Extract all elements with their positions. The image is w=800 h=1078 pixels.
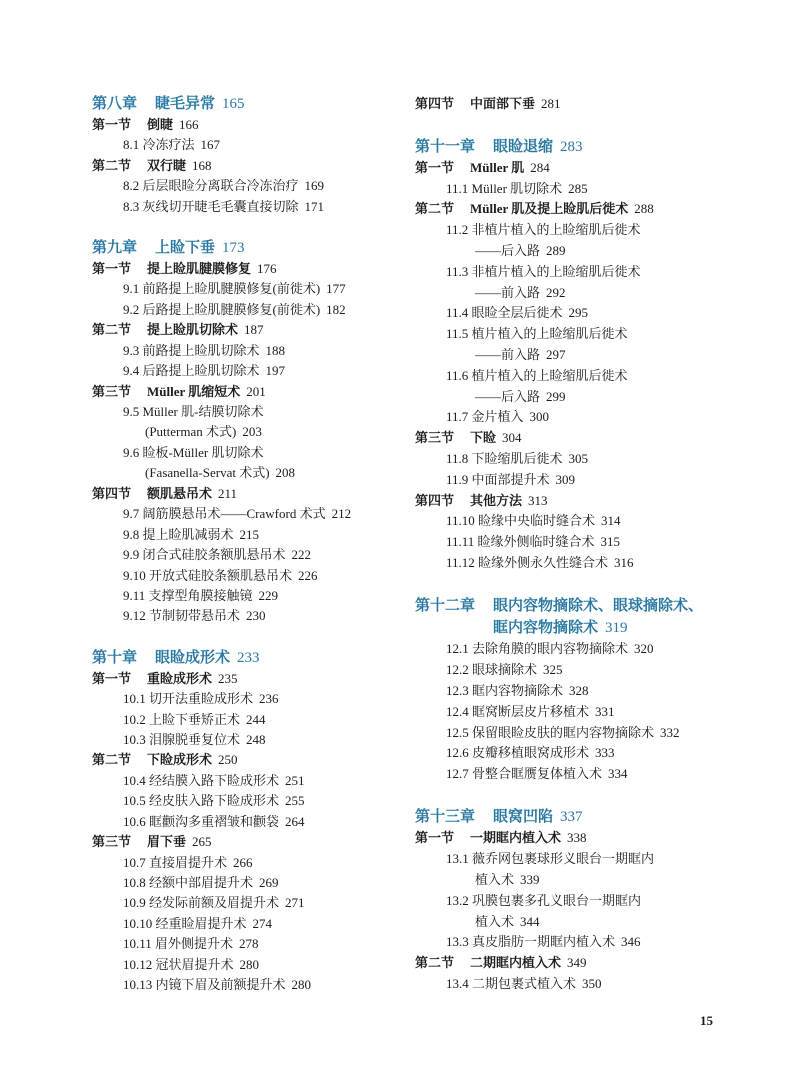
- entry-title: 9.1 前路提上睑肌腱膜修复(前徙术): [123, 281, 321, 297]
- section-number: 第二节: [415, 955, 455, 971]
- section-title: 倒睫: [147, 117, 174, 132]
- page-ref: 266: [233, 854, 253, 870]
- toc-entry-continuation: [415, 283, 785, 304]
- section-title: 眉下垂: [147, 834, 187, 850]
- toc-entry: [92, 545, 392, 565]
- toc-entry: [92, 893, 392, 913]
- chapter-title: 睫毛异常: [155, 96, 216, 112]
- toc-entry: [92, 176, 392, 196]
- page-ref: 285: [568, 180, 588, 196]
- entry-title: 9.3 前路提上睑肌切除术: [123, 342, 260, 358]
- chapter-title: 眼睑退缩: [493, 138, 554, 155]
- chapter-title: 眼内容物摘除术、眼球摘除术、: [493, 598, 704, 615]
- section-number: 第四节: [415, 95, 455, 111]
- section-number: 第四节: [92, 485, 132, 501]
- toc-entry: [415, 764, 785, 785]
- section-number: 第三节: [92, 383, 132, 399]
- page-ref: 334: [608, 766, 628, 782]
- section-heading: [92, 484, 392, 504]
- page-ref: 271: [285, 895, 305, 911]
- section-heading: [415, 94, 785, 115]
- toc-entry-continuation: [415, 870, 785, 891]
- toc-entry: [92, 586, 392, 606]
- chapter-title: 眶内容物摘除术: [493, 620, 599, 637]
- entry-title: 13.1 薇乔网包裹球形义眼台一期眶内: [446, 851, 655, 867]
- toc-entry: [415, 366, 785, 387]
- entry-title: 12.7 骨整合眶赝复体植入术: [446, 766, 603, 782]
- page-ref: 283: [560, 138, 583, 155]
- chapter-heading: [92, 237, 392, 259]
- page-ref: 222: [291, 547, 312, 563]
- entry-title: 11.2 非植片植入的上睑缩肌后徙术: [446, 222, 641, 238]
- toc-entry-continuation: [92, 463, 392, 483]
- toc-entry: [92, 504, 392, 524]
- page-ref: 226: [298, 567, 318, 583]
- page-ref: 292: [546, 284, 566, 300]
- entry-title: ——后入路: [475, 243, 541, 259]
- toc-entry: [415, 639, 785, 660]
- section-heading: [92, 669, 392, 689]
- page-ref: 320: [634, 641, 654, 657]
- section-heading: [92, 115, 392, 135]
- toc-entry: [92, 341, 392, 361]
- page-ref: 349: [567, 955, 587, 971]
- entry-title: 植入术: [475, 913, 515, 929]
- section-title: 中面部下垂: [470, 95, 536, 111]
- toc-entry: [415, 324, 785, 345]
- section-title: 其他方法: [470, 492, 523, 508]
- entry-title: 10.13 内镜下眉及前额提升术: [123, 977, 286, 993]
- entry-title: 10.4 经结膜入路下睑成形术: [123, 772, 280, 788]
- chapter-title: 上睑下垂: [155, 239, 216, 256]
- section-heading: [415, 828, 785, 849]
- entry-title: 9.5 Müller 肌-结膜切除术: [123, 404, 264, 420]
- toc-entry: [92, 791, 392, 811]
- page-ref: 315: [600, 534, 621, 550]
- section-title: 额肌悬吊术: [147, 485, 213, 501]
- section-heading: [415, 199, 785, 220]
- page-ref: 197: [265, 363, 286, 379]
- toc-entry: [415, 262, 785, 283]
- section-number: 第三节: [415, 430, 455, 446]
- entry-title: 12.2 眼球摘除术: [446, 662, 538, 678]
- entry-title: 9.8 提上睑肌减弱术: [123, 526, 234, 542]
- toc-entry: [92, 975, 392, 995]
- section-heading: [92, 156, 392, 176]
- section-heading: [92, 832, 392, 852]
- page-ref: 208: [275, 465, 296, 481]
- entry-title: (Putterman 术式): [145, 424, 237, 440]
- entry-title: 13.4 二期包裹式植入术: [446, 975, 577, 991]
- toc-entry: [92, 934, 392, 954]
- page-ref: 230: [246, 608, 266, 624]
- entry-title: 11.6 植片植入的上睑缩肌后徙术: [446, 367, 628, 383]
- page-ref: 280: [239, 956, 260, 972]
- entry-title: 10.5 经皮肤入路下睑成形术: [123, 793, 280, 809]
- entry-title: 10.10 经重睑眉提升术: [123, 915, 247, 931]
- page-ref: 284: [530, 159, 550, 175]
- page-ref: 344: [520, 913, 540, 929]
- section-heading: [92, 750, 392, 770]
- toc-entry: [92, 914, 392, 934]
- entry-title: 9.12 节制韧带悬吊术: [123, 608, 241, 624]
- page-ref: 328: [569, 682, 589, 698]
- page-ref: 251: [285, 772, 305, 788]
- toc-entry: [92, 361, 392, 381]
- page-ref: 173: [222, 239, 245, 256]
- page-ref: 338: [567, 830, 587, 846]
- toc-right-column: [415, 94, 785, 995]
- page-ref: 255: [285, 793, 305, 809]
- toc-entry: [92, 566, 392, 586]
- section-number: 第一节: [415, 159, 455, 175]
- page-ref: 325: [543, 662, 563, 678]
- section-number: 第二节: [92, 157, 132, 173]
- page-ref: 274: [252, 915, 273, 931]
- section-number: 第二节: [92, 322, 132, 338]
- page-ref: 166: [179, 117, 199, 132]
- page-ref: 233: [237, 649, 260, 666]
- entry-title: 9.6 睑板-Müller 肌切除术: [123, 444, 264, 460]
- page-ref: 305: [568, 451, 589, 467]
- toc-entry-continuation: [415, 387, 785, 408]
- entry-title: 9.4 后路提上睑肌切除术: [123, 363, 260, 379]
- page-ref: 169: [304, 178, 325, 194]
- page-ref: 300: [529, 409, 550, 425]
- page-ref: 280: [291, 977, 312, 993]
- page-ref: 203: [242, 424, 262, 440]
- page-ref: 201: [246, 383, 266, 399]
- page-ref: 337: [560, 809, 583, 826]
- toc-entry-continuation: [92, 422, 392, 442]
- entry-title: 10.8 经额中部眉提升术: [123, 875, 254, 891]
- entry-title: 11.12 睑缘外侧永久性缝合术: [446, 555, 609, 571]
- toc-entry: [415, 891, 785, 912]
- page-ref: 332: [660, 724, 680, 740]
- entry-title: 10.2 上睑下垂矫正术: [123, 711, 241, 727]
- toc-entry-continuation: [415, 345, 785, 366]
- section-title: Müller 肌缩短术: [147, 383, 241, 399]
- entry-title: 10.6 眶颧沟多重褶皱和颧袋: [123, 813, 280, 829]
- page-ref: 171: [304, 198, 325, 214]
- toc-entry: [415, 179, 785, 200]
- chapter-number: 第十二章: [415, 598, 476, 615]
- entry-title: 10.3 泪腺脱垂复位术: [123, 731, 241, 747]
- section-title: 下睑成形术: [147, 752, 213, 768]
- section-number: 第二节: [415, 201, 455, 217]
- section-title: 二期眶内植入术: [470, 955, 562, 971]
- chapter-heading: [92, 647, 392, 669]
- page-ref: 331: [595, 703, 615, 719]
- chapter-number: 第十三章: [415, 809, 476, 826]
- entry-title: 11.4 眼睑全层后徙术: [446, 305, 563, 321]
- toc-entry: [415, 849, 785, 870]
- toc-entry: [415, 932, 785, 953]
- entry-title: 9.10 开放式硅胶条额肌悬吊术: [123, 567, 293, 583]
- page-ref: 313: [528, 492, 548, 508]
- page-ref: 244: [246, 711, 266, 727]
- page-ref: 182: [326, 301, 346, 317]
- chapter-heading: [415, 595, 785, 617]
- toc-entry: [415, 974, 785, 995]
- chapter-heading: [415, 136, 785, 158]
- toc-entry: [92, 197, 392, 217]
- entry-title: 12.6 皮瓣移植眼窝成形术: [446, 745, 590, 761]
- toc-entry: [415, 702, 785, 723]
- entry-title: 11.5 植片植入的上睑缩肌后徙术: [446, 326, 628, 342]
- entry-title: 10.7 直接眉提升术: [123, 854, 228, 870]
- page-ref: 299: [546, 388, 566, 404]
- entry-title: 12.3 眶内容物摘除术: [446, 682, 564, 698]
- entry-title: 11.1 Müller 肌切除术: [446, 180, 563, 196]
- chapter-number: 第十章: [92, 649, 138, 666]
- toc-entry: [92, 135, 392, 155]
- page-ref: 316: [614, 555, 634, 571]
- toc-entry: [92, 730, 392, 750]
- page-ref: 165: [222, 96, 245, 112]
- toc-entry: [92, 402, 392, 422]
- section-number: 第四节: [415, 492, 455, 508]
- entry-title: 11.10 睑缘中央临时缝合术: [446, 513, 596, 529]
- toc-entry: [92, 853, 392, 873]
- page-ref: 235: [218, 670, 238, 686]
- page-number: 15: [700, 1013, 713, 1028]
- entry-title: 12.5 保留眼睑皮肤的眶内容物摘除术: [446, 724, 655, 740]
- entry-title: 9.9 闭合式硅胶条额肌悬吊术: [123, 547, 286, 563]
- entry-title: 13.3 真皮脂肪一期眶内植入术: [446, 934, 616, 950]
- page-ref: 289: [546, 243, 566, 259]
- entry-title: 11.9 中面部提升术: [446, 471, 550, 487]
- entry-title: ——前入路: [475, 347, 541, 363]
- page-ref: 309: [555, 471, 576, 487]
- toc-entry: [415, 407, 785, 428]
- section-title: 重睑成形术: [147, 670, 213, 686]
- toc-entry: [92, 955, 392, 975]
- section-heading: [92, 259, 392, 279]
- entry-title: 8.1 冷冻疗法: [123, 137, 195, 153]
- page-ref: 168: [192, 157, 212, 173]
- section-title: 提上睑肌切除术: [147, 322, 239, 338]
- section-number: 第二节: [92, 752, 132, 768]
- toc-entry: [415, 303, 785, 324]
- section-title: 提上睑肌腱膜修复: [147, 260, 252, 276]
- chapter-number: 第八章: [92, 96, 138, 112]
- page-ref: 295: [568, 305, 589, 321]
- toc-left-column: [92, 93, 392, 996]
- toc-entry-continuation: [415, 241, 785, 262]
- entry-title: 10.1 切开法重睑成形术: [123, 691, 254, 707]
- page-ref: 229: [258, 587, 279, 603]
- page-ref: 346: [621, 934, 641, 950]
- entry-title: 12.4 眶窝断层皮片移植术: [446, 703, 590, 719]
- toc-entry: [92, 606, 392, 626]
- toc-entry: [415, 743, 785, 764]
- section-title: 双行睫: [147, 157, 187, 173]
- section-title: 一期眶内植入术: [470, 830, 562, 846]
- entry-title: (Fasanella-Servat 术式): [145, 465, 270, 481]
- section-number: 第一节: [92, 260, 132, 276]
- entry-title: 11.8 下睑缩肌后徙术: [446, 451, 563, 467]
- page-ref: 314: [601, 513, 621, 529]
- chapter-heading-continuation: [415, 617, 785, 639]
- page-ref: 212: [331, 506, 352, 522]
- entry-title: 9.2 后路提上睑肌腱膜修复(前徙术): [123, 301, 321, 317]
- toc-entry: [92, 873, 392, 893]
- entry-title: ——后入路: [475, 388, 541, 404]
- section-title: Müller 肌及提上睑肌后徙术: [470, 201, 629, 217]
- page-ref: 176: [257, 260, 277, 276]
- toc-entry: [415, 449, 785, 470]
- entry-title: 10.11 眉外侧提升术: [123, 936, 234, 952]
- toc-entry: [415, 470, 785, 491]
- entry-title: 8.2 后层眼睑分离联合冷冻治疗: [123, 178, 299, 194]
- page-ref: 319: [605, 620, 628, 637]
- chapter-number: 第九章: [92, 239, 138, 256]
- page-ref: 177: [326, 281, 346, 297]
- page-ref: 339: [520, 872, 540, 887]
- page-ref: 278: [239, 936, 259, 952]
- toc-entry: [92, 812, 392, 832]
- section-heading: [415, 158, 785, 179]
- page-ref: 269: [259, 875, 279, 891]
- toc-entry: [92, 300, 392, 320]
- section-title: Müller 肌: [470, 159, 525, 175]
- section-number: 第一节: [92, 117, 132, 132]
- entry-title: 9.11 支撑型角膜接触镜: [123, 587, 253, 603]
- entry-title: 13.2 巩膜包裹多孔义眼台一期眶内: [446, 892, 642, 908]
- page-ref: 304: [502, 430, 522, 446]
- toc-entry: [92, 443, 392, 463]
- entry-title: 11.3 非植片植入的上睑缩肌后徙术: [446, 263, 641, 279]
- page-ref: 265: [192, 834, 212, 850]
- section-heading: [415, 428, 785, 449]
- entry-title: 12.1 去除角膜的眼内容物摘除术: [446, 641, 629, 657]
- toc-entry: [92, 689, 392, 709]
- toc-entry: [92, 525, 392, 545]
- entry-title: 10.12 冠状眉提升术: [123, 956, 234, 972]
- chapter-heading: [415, 806, 785, 828]
- page-ref: 236: [259, 691, 279, 707]
- chapter-number: 第十一章: [415, 138, 476, 155]
- page-ref: 350: [582, 975, 602, 991]
- toc-entry: [415, 220, 785, 241]
- toc-entry: [415, 532, 785, 553]
- section-heading: [92, 320, 392, 340]
- chapter-title: 眼睑成形术: [155, 649, 231, 666]
- section-title: 下睑: [470, 430, 497, 446]
- toc-entry: [92, 279, 392, 299]
- entry-title: 植入术: [475, 872, 515, 887]
- section-heading: [415, 491, 785, 512]
- entry-title: ——前入路: [475, 284, 541, 300]
- entry-title: 11.11 睑缘外侧临时缝合术: [446, 534, 595, 550]
- page-ref: 288: [634, 201, 654, 217]
- page-ref: 167: [200, 137, 221, 153]
- chapter-heading: [92, 93, 392, 115]
- toc-entry: [92, 710, 392, 730]
- toc-entry-continuation: [415, 912, 785, 933]
- page-ref: 297: [546, 347, 566, 363]
- page-ref: 333: [595, 745, 615, 761]
- toc-entry: [415, 681, 785, 702]
- toc-entry: [415, 553, 785, 574]
- section-number: 第三节: [92, 834, 132, 850]
- page-ref: 248: [246, 731, 266, 747]
- page-ref: 187: [244, 322, 264, 338]
- entry-title: 10.9 经发际前额及眉提升术: [123, 895, 280, 911]
- toc-entry: [415, 511, 785, 532]
- entry-title: 9.7 阔筋膜悬吊术——Crawford 术式: [123, 506, 326, 522]
- section-heading: [92, 382, 392, 402]
- page-ref: 215: [239, 526, 260, 542]
- toc-entry: [415, 723, 785, 744]
- page-ref: 281: [541, 95, 561, 111]
- page-ref: 250: [218, 752, 238, 768]
- entry-title: 8.3 灰线切开睫毛毛囊直接切除: [123, 198, 299, 214]
- toc-entry: [415, 660, 785, 681]
- page-ref: 264: [285, 813, 305, 829]
- page-ref: 211: [218, 485, 238, 501]
- chapter-title: 眼窝凹陷: [493, 809, 554, 826]
- section-heading: [415, 953, 785, 974]
- entry-title: 11.7 金片植入: [446, 409, 524, 425]
- toc-entry: [92, 771, 392, 791]
- section-number: 第一节: [415, 830, 455, 846]
- section-number: 第一节: [92, 670, 132, 686]
- page-ref: 188: [265, 342, 286, 358]
